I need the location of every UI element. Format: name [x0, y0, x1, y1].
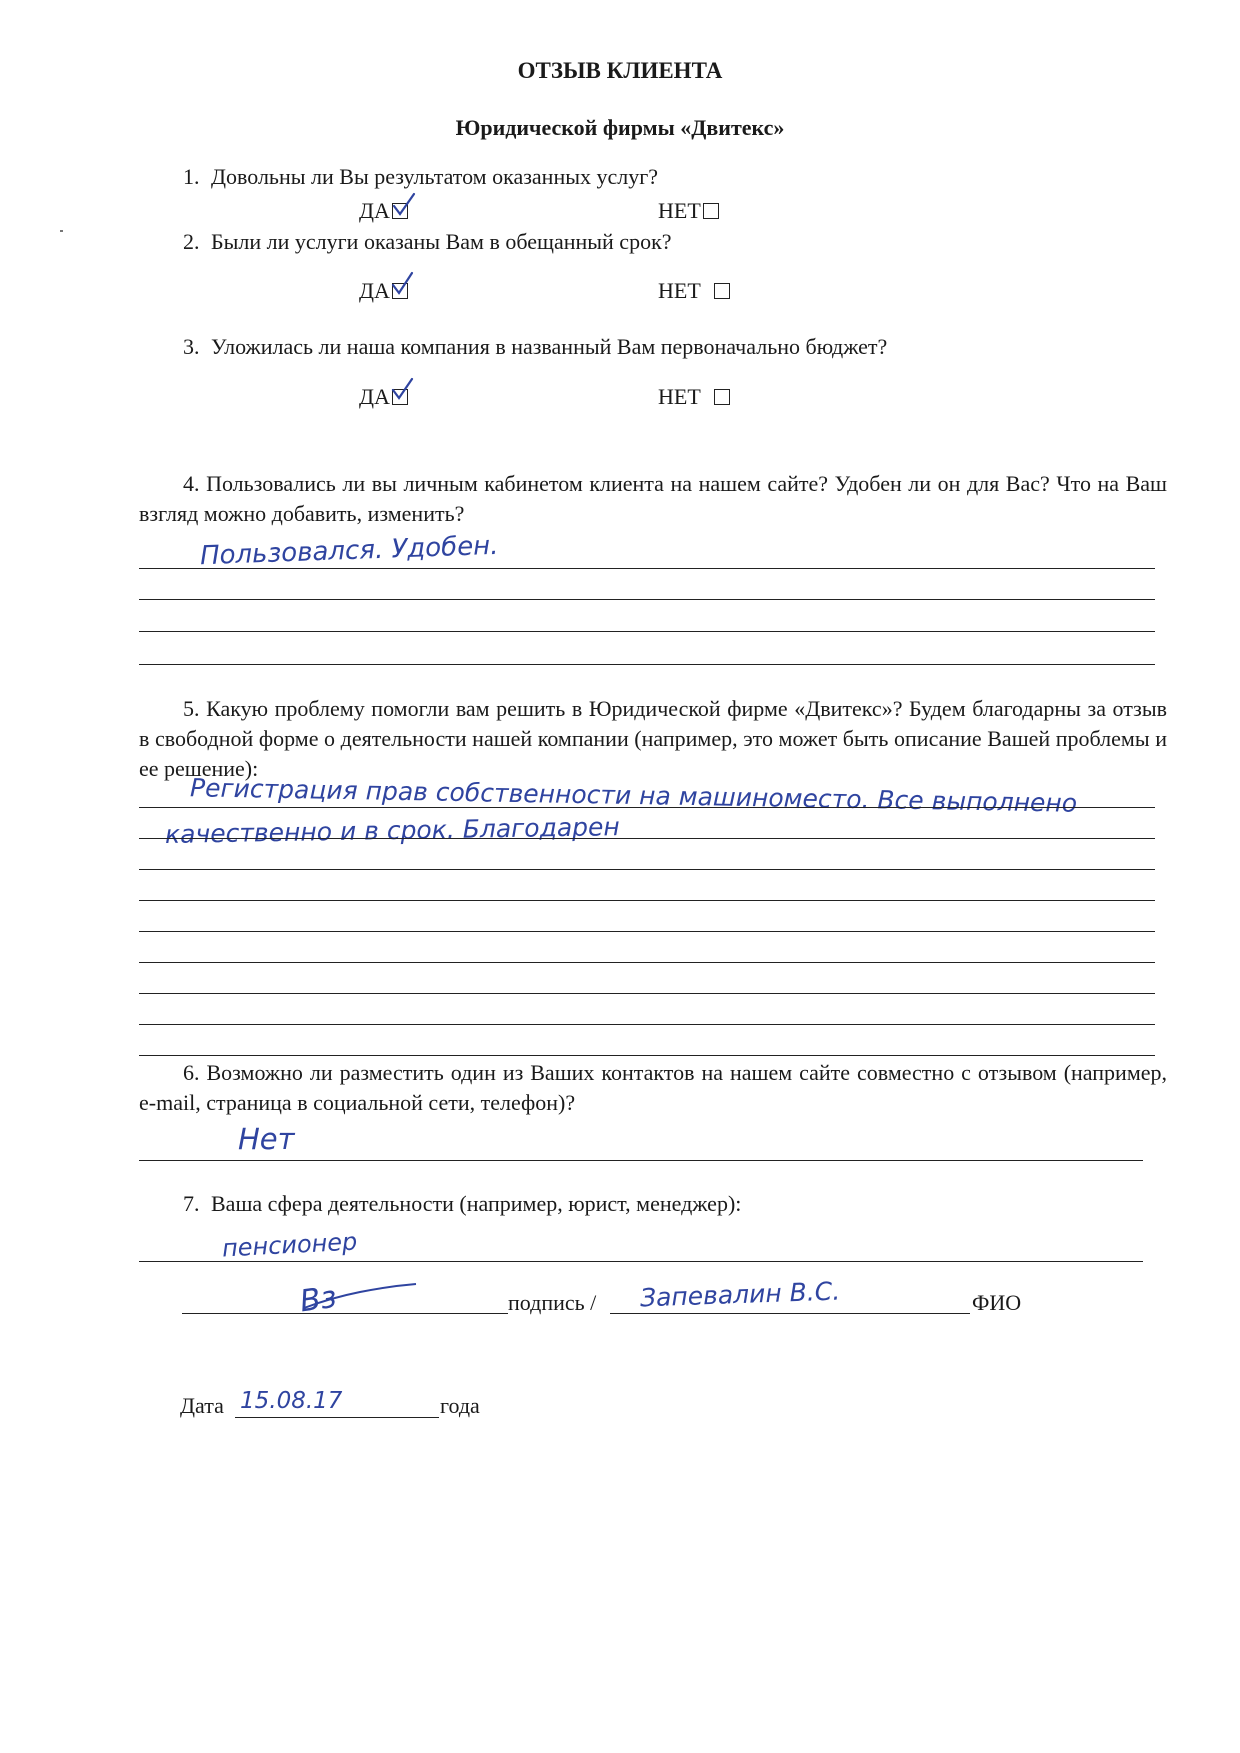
q7-handwritten-answer: пенсионер	[221, 1227, 358, 1263]
date-line[interactable]	[235, 1417, 439, 1418]
checkbox-checked[interactable]	[392, 203, 408, 219]
answer-line[interactable]	[139, 568, 1155, 569]
answer-line[interactable]	[139, 599, 1155, 600]
name-line[interactable]	[610, 1313, 970, 1314]
name-label: ФИО	[972, 1290, 1022, 1315]
question-number: 2.	[183, 229, 200, 254]
handwritten-name: Запевалин В.С.	[639, 1276, 841, 1313]
question-4	[139, 469, 1167, 529]
question-text: Довольны ли Вы результатом оказанных услуг?	[211, 164, 659, 189]
answer-line[interactable]	[139, 869, 1155, 870]
question-7	[183, 1193, 741, 1215]
checkbox-unchecked[interactable]	[703, 203, 719, 219]
date-label: Дата	[180, 1393, 224, 1418]
answer-line[interactable]	[139, 900, 1155, 901]
question-6	[139, 1058, 1167, 1118]
checkbox-checked[interactable]	[392, 389, 408, 405]
question-text: Какую проблему помогли вам решить в Юридической фирме «Двитекс»? Будем благодарны за отзыв в свободной форме о деятельности нашей компании (например, это может быть описание Вашей проблемы и ее решение):	[139, 696, 1168, 781]
question-5	[139, 694, 1167, 784]
checkmark-icon	[390, 378, 416, 406]
question-number: 5.	[183, 696, 200, 721]
document-title: ОТЗЫВ КЛИЕНТА	[517, 58, 723, 83]
answer-line[interactable]	[139, 838, 1155, 839]
scan-speck	[60, 230, 63, 232]
question-number: 3.	[183, 334, 200, 359]
date-suffix: года	[440, 1393, 480, 1418]
q1-yes-option[interactable]	[359, 198, 408, 224]
q3-yes-option[interactable]	[359, 384, 408, 410]
checkbox-unchecked[interactable]	[714, 283, 730, 299]
question-number: 4.	[183, 471, 200, 496]
q5-handwritten-answer-line-2: качественно и в срок. Благодарен	[164, 812, 621, 849]
no-label: НЕТ	[658, 278, 701, 303]
signature-label: подпись /	[508, 1290, 597, 1315]
answer-line[interactable]	[139, 993, 1155, 994]
answer-line[interactable]	[139, 1055, 1155, 1056]
q3-no-option[interactable]	[658, 384, 730, 410]
question-text: Пользовались ли вы личным кабинетом клиента на нашем сайте? Удобен ли он для Вас? Что на Ваш взгляд можно добавить, изменить?	[139, 471, 1167, 526]
checkbox-checked[interactable]	[392, 283, 408, 299]
answer-line[interactable]	[139, 807, 1155, 808]
checkmark-icon	[390, 272, 416, 300]
checkbox-unchecked[interactable]	[714, 389, 730, 405]
answer-line[interactable]	[139, 664, 1155, 665]
question-number: 7.	[183, 1191, 200, 1216]
q6-handwritten-answer: Нет	[238, 1122, 295, 1156]
q4-handwritten-answer: Пользовался. Удобен.	[199, 530, 499, 572]
answer-line[interactable]	[139, 631, 1155, 632]
answer-line[interactable]	[139, 962, 1155, 963]
yes-label: ДА	[359, 278, 390, 303]
signature-flourish-icon	[297, 1278, 420, 1320]
yes-label: ДА	[359, 384, 390, 409]
question-1	[183, 166, 658, 188]
question-number: 6.	[183, 1060, 200, 1085]
handwritten-date: 15.08.17	[240, 1388, 343, 1414]
question-text: Ваша сфера деятельности (например, юрист, менеджер):	[211, 1191, 742, 1216]
no-label: НЕТ	[658, 384, 701, 409]
answer-line[interactable]	[139, 1261, 1143, 1262]
question-text: Были ли услуги оказаны Вам в обещанный срок?	[211, 229, 672, 254]
q2-yes-option[interactable]	[359, 278, 408, 304]
question-2	[183, 231, 672, 253]
answer-line[interactable]	[139, 931, 1155, 932]
question-text: Возможно ли разместить один из Ваших контактов на нашем сайте совместно с отзывом (например, e-mail, страница в социальной сети, телефон)?	[139, 1060, 1167, 1115]
checkmark-icon	[390, 192, 416, 220]
q2-no-option[interactable]	[658, 278, 730, 304]
handwritten-signature: Вз	[297, 1279, 339, 1320]
q5-handwritten-answer-line-1: Регистрация прав собственности на машиноместо. Все выполнено	[189, 773, 1078, 818]
yes-label: ДА	[359, 198, 390, 223]
q1-no-option[interactable]	[658, 198, 719, 224]
question-text: Уложилась ли наша компания в названный Вам первоначально бюджет?	[211, 334, 888, 359]
no-label: НЕТ	[658, 198, 701, 223]
question-number: 1.	[183, 164, 200, 189]
question-3	[183, 336, 887, 358]
answer-line[interactable]	[139, 1024, 1155, 1025]
answer-line[interactable]	[139, 1160, 1143, 1161]
document-subtitle: Юридической фирмы «Двитекс»	[455, 115, 785, 140]
